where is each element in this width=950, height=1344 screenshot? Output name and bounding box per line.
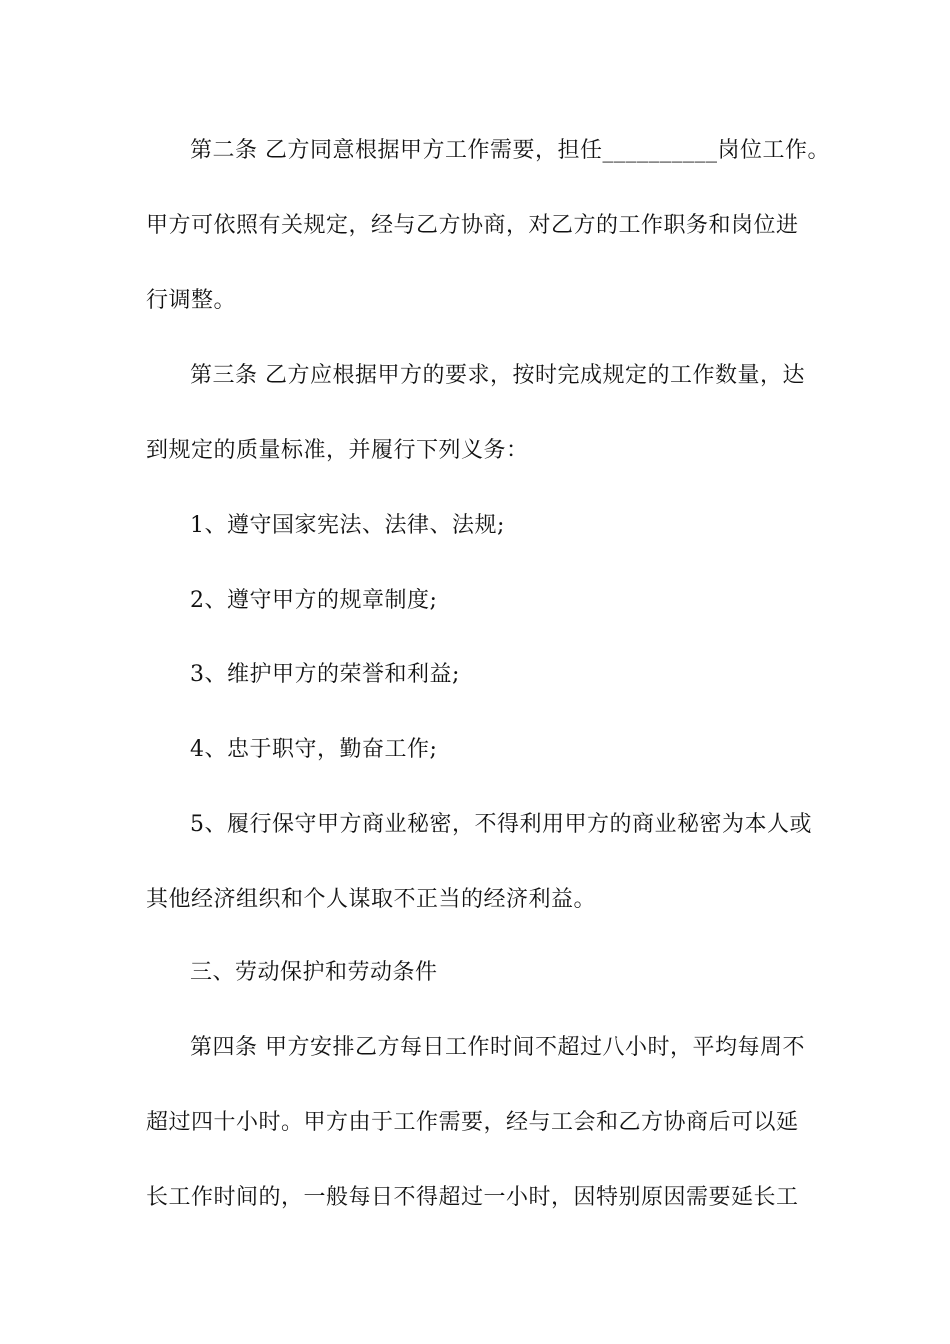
article-3-line-2: 到规定的质量标准，并履行下列义务： [146,438,529,463]
section-3-heading: 三、劳动保护和劳动条件 [190,960,438,985]
article-2-line-3: 行调整。 [146,288,237,313]
duty-item-4: 4、忠于职守，勤奋工作; [190,737,438,762]
article-2-line-2: 甲方可依照有关规定，经与乙方协商，对乙方的工作职务和岗位进 [146,213,799,238]
article-4-line-2: 超过四十小时。甲方由于工作需要，经与工会和乙方协商后可以延 [146,1110,799,1135]
article-4-line-3: 长工作时间的，一般每日不得超过一小时，因特别原因需要延长工 [146,1185,799,1210]
article-2-line-1: 第二条 乙方同意根据甲方工作需要，担任__________岗位工作。 [190,138,830,163]
duty-item-3: 3、维护甲方的荣誉和利益; [190,662,460,687]
duty-item-2: 2、遵守甲方的规章制度; [190,588,438,613]
duty-item-1: 1、遵守国家宪法、法律、法规; [190,513,505,538]
article-4-line-1: 第四条 甲方安排乙方每日工作时间不超过八小时，平均每周不 [190,1035,805,1060]
duty-item-5-line-1: 5、履行保守甲方商业秘密，不得利用甲方的商业秘密为本人或 [190,812,812,837]
duty-item-5-line-2: 其他经济组织和个人谋取不正当的经济利益。 [146,887,597,912]
article-3-line-1: 第三条 乙方应根据甲方的要求，按时完成规定的工作数量，达 [190,363,805,388]
